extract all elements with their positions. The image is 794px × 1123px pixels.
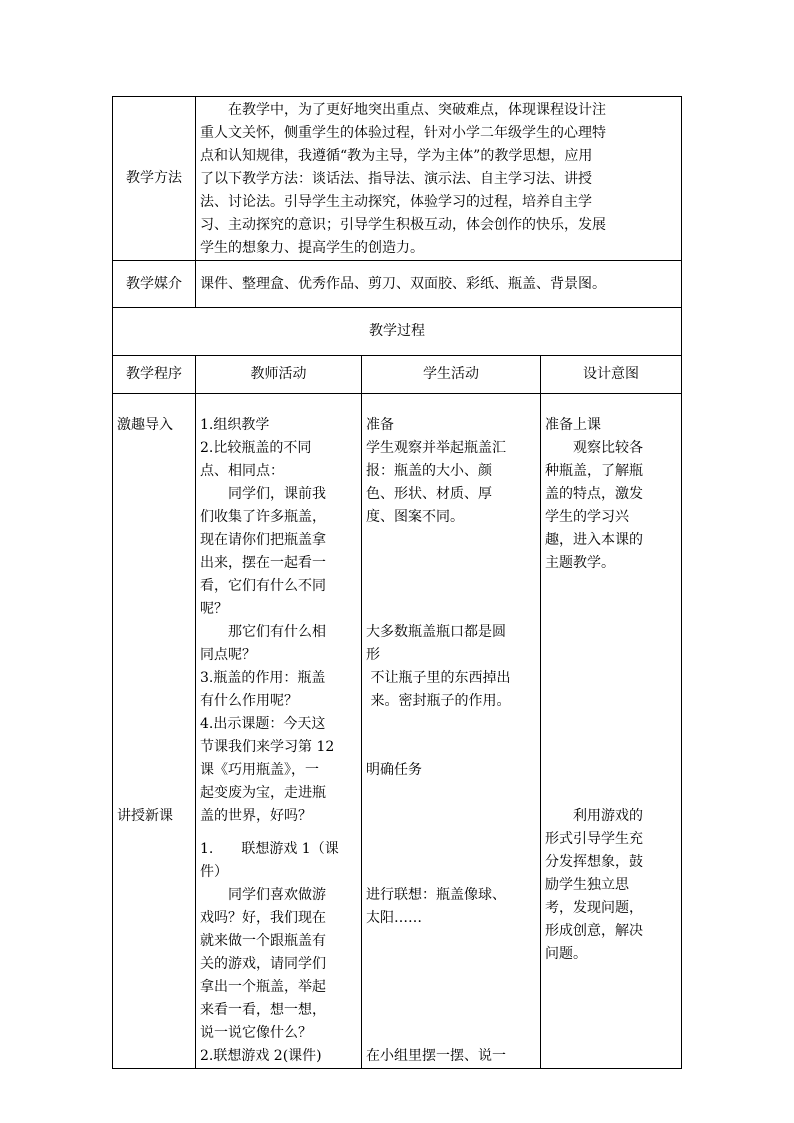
intent-line: 考，发现问题，	[545, 900, 643, 916]
intent-intro	[545, 414, 677, 575]
methods-row	[113, 97, 682, 261]
teacher-line: 出来，摆在一起看一	[200, 555, 326, 571]
student-spacer	[366, 529, 536, 621]
student-activities-new	[366, 884, 536, 1068]
teacher-line: 件）	[200, 864, 228, 880]
student-line: 报：瓶盖的大小、颜	[366, 463, 492, 479]
student-activities-intro	[366, 414, 536, 782]
intent-line: 分发挥想象，鼓	[545, 854, 643, 870]
teacher-column	[196, 394, 362, 1069]
teacher-line: 说一说它像什么？	[200, 1025, 312, 1041]
student-column	[362, 394, 541, 1069]
teacher-line: 呢？	[200, 601, 228, 617]
teacher-line: 同点呢？	[200, 647, 256, 663]
header-student: 学生活动	[362, 356, 541, 394]
teacher-line: 点、相同点：	[200, 463, 284, 479]
methods-line: 法、讨论法。引导学生主动探究，体验学习的过程，培养自主学	[200, 194, 592, 210]
teacher-line: 同学们喜欢做游	[200, 887, 326, 903]
intent-line: 观察比较各	[545, 440, 643, 456]
header-stage: 教学程序	[113, 356, 196, 394]
teacher-line: 1. 联想游戏 1（课	[200, 841, 339, 857]
process-body-row	[113, 394, 682, 1069]
student-line: 太阳……	[366, 910, 422, 926]
student-spacer	[366, 930, 536, 1045]
student-line: 不让瓶子里的东西掉出	[366, 670, 511, 686]
media-label: 教学媒介	[113, 261, 196, 308]
teacher-activities-new	[200, 838, 357, 1068]
teacher-line: 3.瓶盖的作用：瓶盖	[200, 670, 326, 686]
methods-line: 学生的想象力、提高学生的创造力。	[200, 240, 424, 256]
methods-line: 了以下教学方法：谈话法、指导法、演示法、自主学习法、讲授	[200, 171, 592, 187]
stage-column	[113, 394, 196, 1069]
methods-content	[196, 97, 682, 261]
process-title-row	[113, 308, 682, 356]
teacher-line: 同学们，课前我	[200, 486, 326, 502]
teacher-line: 节课我们来学习第 12	[200, 739, 335, 755]
header-intent: 设计意图	[541, 356, 682, 394]
lesson-plan-table	[112, 96, 682, 1069]
teacher-line: 盖的世界，好吗？	[200, 808, 312, 824]
methods-line: 重人文关怀，侧重学生的体验过程，针对小学二年级学生的心理特	[200, 125, 606, 141]
student-spacer	[366, 713, 536, 759]
media-row	[113, 261, 682, 308]
intent-line: 问题。	[545, 946, 587, 962]
teacher-line: 拿出一个瓶盖，举起	[200, 979, 326, 995]
teacher-line: 4.出示课题：今天这	[200, 716, 326, 732]
intent-line: 盖的特点，激发	[545, 486, 643, 502]
student-line: 来。密封瓶子的作用。	[366, 693, 511, 709]
header-row	[113, 356, 682, 394]
teacher-line: 来看一看，想一想，	[200, 1002, 326, 1018]
intent-line: 形式引导学生充	[545, 831, 643, 847]
intent-line: 准备上课	[545, 417, 601, 433]
teacher-line: 们收集了许多瓶盖，	[200, 509, 326, 525]
stage-name-new: 讲授新课	[117, 808, 173, 824]
teacher-line: 关的游戏，请同学们	[200, 956, 326, 972]
intent-line: 形成创意，解决	[545, 923, 643, 939]
intent-line: 主题教学。	[545, 555, 615, 571]
methods-line: 习、主动探究的意识；引导学生积极互动，体会创作的快乐，发展	[200, 217, 606, 233]
teacher-line: 看，它们有什么不同	[200, 578, 326, 594]
intent-column	[541, 394, 682, 1069]
teacher-line: 现在请你们把瓶盖拿	[200, 532, 326, 548]
student-line: 形	[366, 647, 380, 663]
student-line: 色、形状、材质、厚	[366, 486, 492, 502]
teacher-line: 有什么作用呢？	[200, 693, 298, 709]
teacher-line: 2.联想游戏 2(课件)	[200, 1048, 322, 1064]
intent-line: 励学生独立思	[545, 877, 629, 893]
methods-line: 点和认知规律，我遵循“教为主导，学为主体”的教学思想，应用	[200, 148, 593, 164]
methods-label: 教学方法	[113, 97, 196, 261]
stage-name-intro: 激趣导入	[117, 417, 173, 433]
methods-line: 在教学中，为了更好地突出重点、突破难点，体现课程设计注	[200, 102, 606, 118]
student-line: 大多数瓶盖瓶口都是圆	[366, 624, 506, 640]
student-line: 在小组里摆一摆、说一	[366, 1048, 506, 1064]
teacher-line: 戏吗？好，我们现在	[200, 910, 326, 926]
teacher-line: 起变废为宝，走进瓶	[200, 785, 326, 801]
media-content: 课件、整理盒、优秀作品、剪刀、双面胶、彩纸、瓶盖、背景图。	[196, 261, 682, 308]
intent-line: 利用游戏的	[545, 808, 643, 824]
teacher-line: 那它们有什么相	[200, 624, 326, 640]
student-line: 学生观察并举起瓶盖汇	[366, 440, 506, 456]
teacher-line: 1.组织教学	[200, 417, 270, 433]
intent-line: 趣，进入本课的	[545, 532, 643, 548]
student-line: 度、图案不同。	[366, 509, 464, 525]
header-teacher: 教师活动	[196, 356, 362, 394]
student-line: 准备	[366, 417, 394, 433]
teacher-line: 课《巧用瓶盖》，一	[200, 762, 319, 778]
intent-line: 种瓶盖，了解瓶	[545, 463, 643, 479]
intent-line: 学生的学习兴	[545, 509, 629, 525]
student-line: 明确任务	[366, 762, 422, 778]
teacher-line: 就来做一个跟瓶盖有	[200, 933, 326, 949]
student-line: 进行联想：瓶盖像球、	[366, 887, 506, 903]
teacher-line: 2.比较瓶盖的不同	[200, 440, 312, 456]
process-title: 教学过程	[113, 308, 682, 356]
teacher-activities-intro	[200, 414, 357, 828]
intent-new	[545, 805, 677, 966]
